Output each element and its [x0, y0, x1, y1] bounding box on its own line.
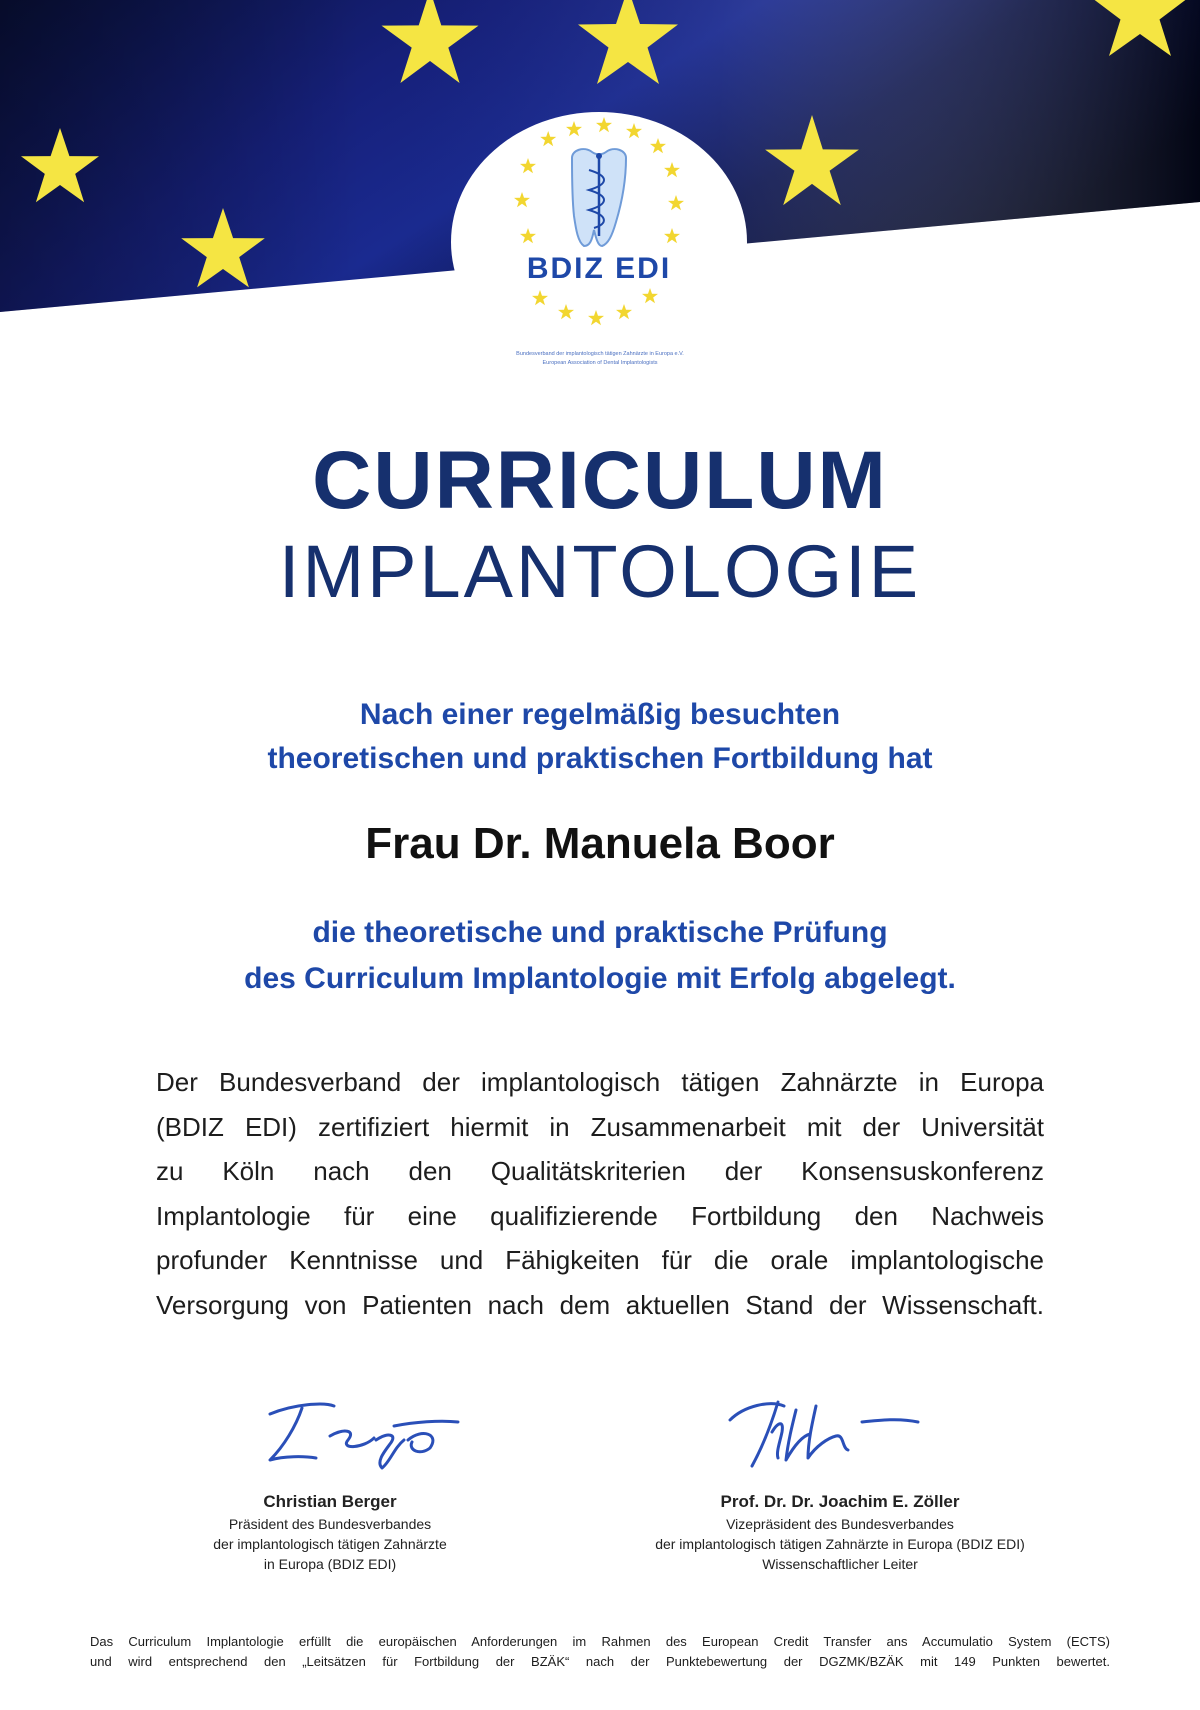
logo-subtitle-line: European Association of Dental Implantologists	[542, 360, 658, 366]
intro-line: Nach einer regelmäßig besuchten	[359, 698, 841, 731]
logo-brand-text: BDIZ EDI	[526, 252, 672, 285]
outro-line: die theoretische und praktische Prüfung	[312, 916, 888, 949]
title-curriculum: CURRICULUM	[312, 435, 888, 526]
paragraph-line: profunder Kenntnisse und Fähigkeiten für die orale implantologische	[156, 1245, 1044, 1276]
footer-note	[90, 1632, 1110, 1672]
signer-title-line: Wissenschaftlicher Leiter	[762, 1556, 918, 1572]
signature-zoeller	[724, 1392, 954, 1472]
signer-title-line: der implantologisch tätigen Zahnärzte in Europa (BDIZ EDI)	[655, 1536, 1025, 1552]
logo-subtitle-line: Bundesverband der implantologisch tätigen Zahnärzte in Europa e.V.	[516, 351, 684, 357]
signer-title-line: Vizepräsident des Bundesverbandes	[726, 1516, 954, 1532]
paragraph-line: zu Köln nach den Qualitätskriterien der Konsensuskonferenz	[156, 1156, 1044, 1187]
recipient-name: Frau Dr. Manuela Boor	[365, 819, 835, 868]
paragraph-line: Versorgung von Patienten nach dem aktuellen Stand der Wissenschaft.	[156, 1289, 1044, 1320]
signer-title-line: Präsident des Bundesverbandes	[228, 1516, 432, 1532]
signer-name: Christian Berger	[263, 1492, 397, 1511]
signer-berger	[130, 1490, 530, 1574]
outro-line: des Curriculum Implantologie mit Erfolg abgelegt.	[244, 962, 956, 995]
footer-line: und wird entsprechend den „Leitsätzen für Fortbildung der BZÄK“ nach der Punktebewertung der DGZMK/BZÄK mit 149 Punkten bewertet.	[90, 1654, 1110, 1669]
title-implantologie: IMPLANTOLOGIE	[278, 530, 922, 613]
certification-paragraph	[156, 1060, 1044, 1328]
intro-line: theoretischen und praktischen Fortbildung hat	[267, 742, 933, 775]
signer-name: Prof. Dr. Dr. Joachim E. Zöller	[720, 1492, 960, 1511]
logo-subtitle	[455, 350, 745, 368]
bdiz-edi-logo	[444, 112, 754, 372]
signer-title-line: in Europa (BDIZ EDI)	[263, 1556, 397, 1572]
paragraph-line: Implantologie für eine qualifizierende Fortbildung den Nachweis	[156, 1200, 1044, 1231]
paragraph-line: (BDIZ EDI) zertifiziert hiermit in Zusammenarbeit mit der Universität	[156, 1111, 1044, 1142]
signature-berger	[244, 1392, 474, 1472]
signer-title-line: der implantologisch tätigen Zahnärzte	[213, 1536, 447, 1552]
footer-line: Das Curriculum Implantologie erfüllt die europäischen Anforderungen im Rahmen des European Credit Transfer ans Accumulatio System (ECTS)	[90, 1634, 1110, 1649]
paragraph-line: Der Bundesverband der implantologisch tätigen Zahnärzte in Europa	[156, 1067, 1044, 1097]
signer-zoeller	[560, 1490, 1120, 1574]
